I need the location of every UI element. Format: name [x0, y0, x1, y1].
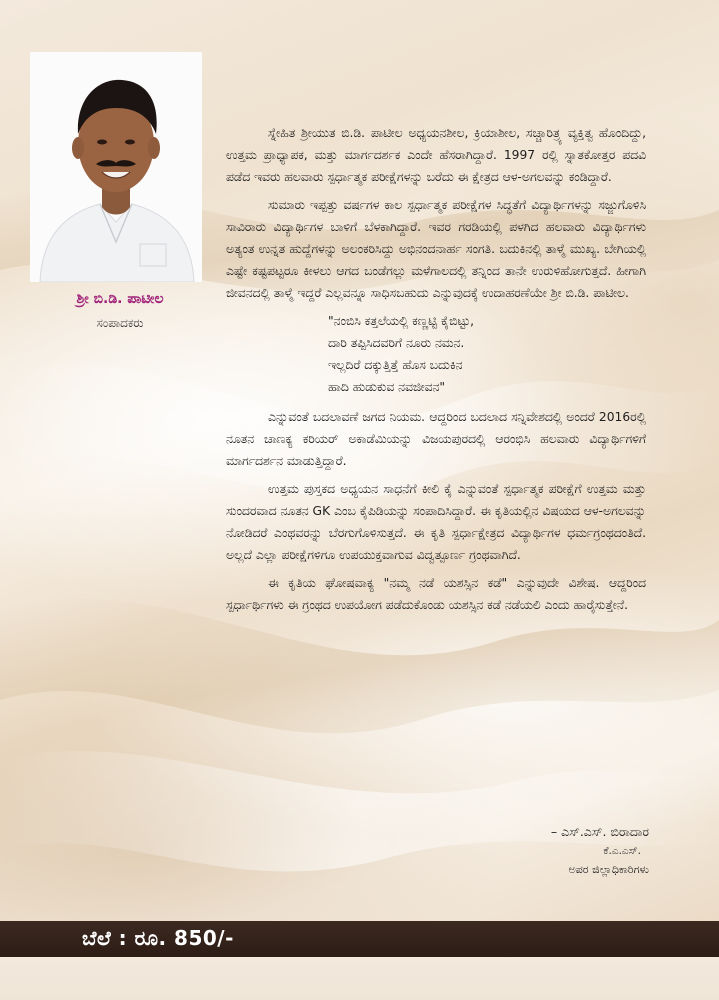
poem-line: ದಾರಿ ತಪ್ಪಿಸಿದವರಿಗೆ ನೂರು ನಮನ. [328, 336, 465, 350]
signatory-degree: ಕೆ.ಎ.ಎಸ್. [603, 845, 641, 857]
paragraph: ಉತ್ತಮ ಪುಸ್ತಕದ ಅಧ್ಯಯನ ಸಾಧನೆಗೆ ಕೀಲಿ ಕೈ ಎನ್ನುವಂತೆ ಸ್ಪರ್ಧಾತ್ಮಕ ಪರೀಕ್ಷೆಗೆ ಉತ್ತಮ ಮತ್ತು ಸುಂದರವಾದ ನೂತನ GK ಎಂಬ ಕೈಪಿಡಿಯನ್ನು ಸಂಪಾದಿಸಿದ್ದಾರೆ. ಈ ಕೃತಿಯಲ್ಲಿನ ವಿಷಯದ ಆಳ-ಅಗಲವನ್ನು ನೋಡಿದರೆ ಎಂಥವರನ್ನು ಬೆರಗುಗೊಳಿಸುತ್ತದೆ. ಈ ಕೃತಿ ಸ್ಪರ್ಧಾಕ್ಷೇತ್ರದ ವಿದ್ಯಾರ್ಥಿಗಳ ಧರ್ಮಗ್ರಂಥದಂತಿದೆ. ಅಲ್ಲದೆ ಎಲ್ಲಾ ಪರೀಕ್ಷೆಗಳಿಗೂ ಉಪಯುಕ್ತವಾಗುವ ವಿದ್ವತ್ಪೂರ್ಣ ಗ್ರಂಥವಾಗಿದೆ. [226, 482, 646, 562]
paragraph: ಎನ್ನುವಂತೆ ಬದಲಾವಣೆ ಜಗದ ನಿಯಮ. ಆದ್ದರಿಂದ ಬದಲಾದ ಸನ್ನಿವೇಶದಲ್ಲಿ ಅಂದರೆ 2016ರಲ್ಲಿ ನೂತನ ಚಾಣಕ್ಯ ಕರಿಯರ್ ಅಕಾಡೆಮಿಯನ್ನು ವಿಜಯಪುರದಲ್ಲಿ ಆರಂಭಿಸಿ ಹಲವಾರು ವಿದ್ಯಾರ್ಥಿಗಳಿಗೆ ಮಾರ್ಗದರ್ಶನ ಮಾಡುತ್ತಿದ್ದಾರೆ. [226, 410, 646, 468]
poem-quote [328, 310, 646, 398]
price-bar [0, 921, 719, 957]
signatory-name: – ಎಸ್.ಎಸ್. ಬಿರಾದಾರ [550, 824, 649, 839]
person-portrait-icon [30, 52, 202, 282]
author-name: ಶ್ರೀ ಬಿ.ಡಿ. ಪಾಟೀಲ [76, 291, 164, 307]
paragraph: ಸುಮಾರು ಇಪ್ಪತ್ತು ವರ್ಷಗಳ ಕಾಲ ಸ್ಪರ್ಧಾತ್ಮಕ ಪರೀಕ್ಷೆಗಳ ಸಿದ್ಧತೆಗೆ ವಿದ್ಯಾರ್ಥಿಗಳನ್ನು ಸಜ್ಜುಗೊಳಿಸಿ ಸಾವಿರಾರು ವಿದ್ಯಾರ್ಥಿಗಳ ಬಾಳಿಗೆ ಬೆಳಕಾಗಿದ್ದಾರೆ. ಇವರ ಗರಡಿಯಲ್ಲಿ ಪಳಗಿದ ಹಲವಾರು ವಿದ್ಯಾರ್ಥಿಗಳು ಅತ್ಯಂತ ಉನ್ನತ ಹುದ್ದೆಗಳನ್ನು ಅಲಂಕರಿಸಿದ್ದು ಅಭಿನಂದನಾರ್ಹ ಸಂಗತಿ. ಬದುಕಿನಲ್ಲಿ ತಾಳ್ಮೆ ಮುಖ್ಯ. ಬೇಗಿಯಲ್ಲಿ ಎಷ್ಟೇ ಕಷ್ಟಪಟ್ಟರೂ ಕೀಳಲು ಆಗದ ಬಂಡೆಗಲ್ಲು ಮಳೆಗಾಲದಲ್ಲಿ ತನ್ನಿಂದ ತಾನೇ ಉರುಳಿಹೋಗುತ್ತದೆ. ಹೀಗಾಗಿ ಜೀವನದಲ್ಲಿ ತಾಳ್ಮೆ ಇದ್ದರೆ ಎಲ್ಲವನ್ನೂ ಸಾಧಿಸಬಹುದು ಎನ್ನುವುದಕ್ಕೆ ಉದಾಹರಣೆಯೇ ಶ್ರೀ ಬಿ.ಡಿ. ಪಾಟೀಲ. [226, 198, 646, 300]
bottom-strip [0, 957, 719, 1000]
paragraph: ಸ್ನೇಹಿತ ಶ್ರೀಯುತ ಬಿ.ಡಿ. ಪಾಟೀಲ ಅಧ್ಯಯನಶೀಲ, ಕ್ರಿಯಾಶೀಲ, ಸಚ್ಚಾರಿತ್ರ್ಯ ವ್ಯಕ್ತಿತ್ವ ಹೊಂದಿದ್ದು, ಉತ್ತಮ ಪ್ರಾಧ್ಯಾಪಕ, ಮತ್ತು ಮಾರ್ಗದರ್ಶಕ ಎಂದೇ ಹೆಸರಾಗಿದ್ದಾರೆ. 1997 ರಲ್ಲಿ ಸ್ನಾತಕೋತ್ತರ ಪದವಿ ಪಡೆದ ಇವರು ಹಲವಾರು ಸ್ಪರ್ಧಾತ್ಮಕ ಪರೀಕ್ಷೆಗಳನ್ನು ಬರೆದು ಈ ಕ್ಷೇತ್ರದ ಆಳ-ಅಗಲವನ್ನು ಕಂಡಿದ್ದಾರೆ. [226, 126, 646, 184]
poem-line: "ನಂಬಿಸಿ ಕತ್ತಲೆಯಲ್ಲಿ ಕಣ್ಣಟ್ಟಿ ಕೈಬಿಟ್ಟು, [328, 314, 475, 328]
author-photo [30, 52, 202, 282]
foreword-text [226, 122, 646, 616]
signature-block [389, 822, 649, 880]
author-role: ಸಂಪಾದಕರು [96, 316, 144, 330]
poem-line: ಹಾದಿ ಹುಡುಕುವ ನವಜೀವನ" [328, 380, 446, 394]
poem-line: ಇಲ್ಲದಿರೆ ದಕ್ಕುತ್ತಿತ್ತೆ ಹೊಸ ಬದುಕಿನ [328, 358, 463, 372]
signatory-title: ಅಪರ ಜಿಲ್ಲಾಧಿಕಾರಿಗಳು [568, 863, 649, 876]
price-label: ಬೆಲೆ : ರೂ. 850/- [82, 926, 234, 950]
paragraph: ಈ ಕೃತಿಯ ಘೋಷವಾಕ್ಯ "ನಮ್ಮ ನಡೆ ಯಶಸ್ಸಿನ ಕಡೆ" ಎನ್ನುವುದೇ ವಿಶೇಷ. ಆದ್ದರಿಂದ ಸ್ಪರ್ಧಾರ್ಥಿಗಳು ಈ ಗ್ರಂಥದ ಉಪಯೋಗ ಪಡೆದುಕೊಂಡು ಯಶಸ್ಸಿನ ಕಡೆ ನಡೆಯಲಿ ಎಂದು ಹಾರೈಸುತ್ತೇನೆ. [226, 576, 646, 612]
